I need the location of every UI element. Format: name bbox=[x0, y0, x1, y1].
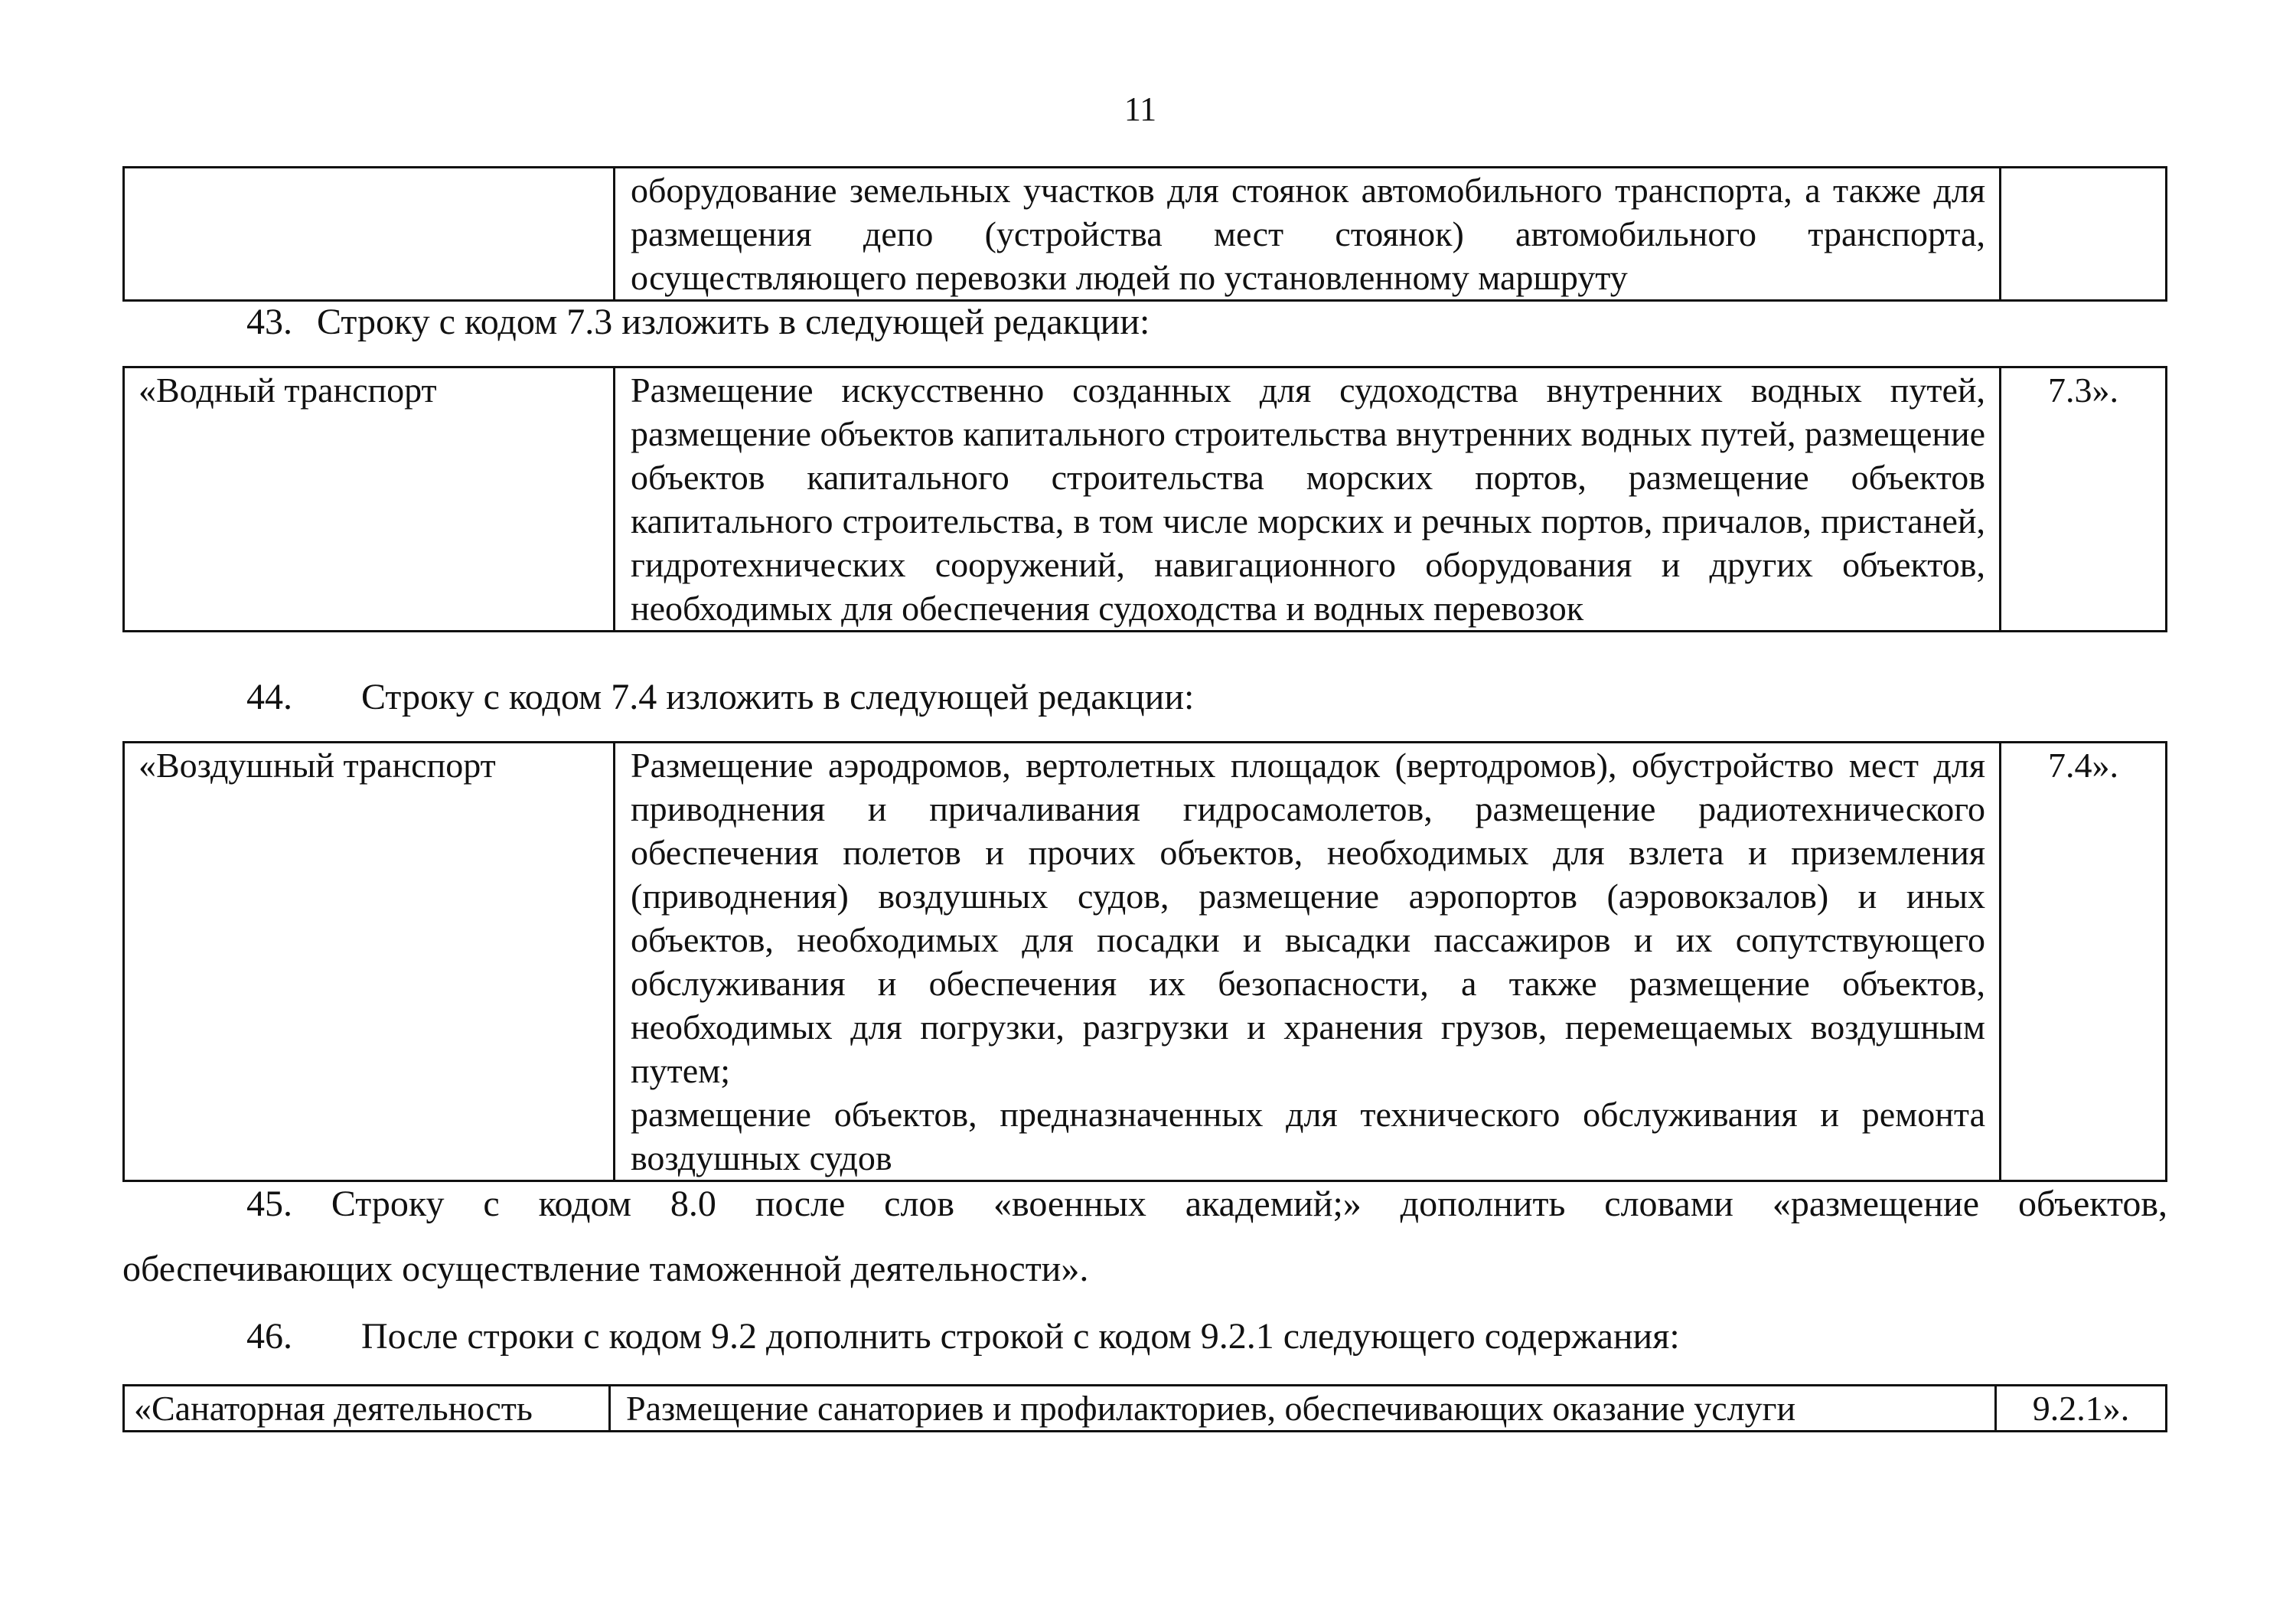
table-cell-description bbox=[615, 743, 2001, 1181]
item-45-line1: 45. Строку с кодом 8.0 после слов «военных академий;» дополнить словами «размещение объектов, bbox=[246, 1184, 2167, 1224]
table-cell-name bbox=[124, 168, 615, 301]
item-43 bbox=[246, 301, 1150, 344]
item-number: 43. bbox=[246, 302, 292, 342]
table-cell-code bbox=[2001, 168, 2167, 301]
table-cell-code: 9.2.1». bbox=[1996, 1386, 2167, 1432]
table-code-7-3 bbox=[122, 366, 2167, 632]
table-code-9-2-1 bbox=[122, 1384, 2167, 1432]
table-row bbox=[124, 168, 2167, 301]
item-45-line2: обеспечивающих осуществление таможенной деятельности». bbox=[122, 1249, 1089, 1289]
item-number: 44. bbox=[246, 677, 292, 717]
table-cell-description: Размещение искусственно созданных для судоходства внутренних водных путей, размещение объектов капитального строительства внутренних водных путей, размещение объектов капитального строительства морских портов, размещение объектов капитального строительства, в том числе морских и речных портов, причалов, пристаней, гидротехнических сооружений, навигационного оборудования и других объектов, необходимых для обеспечения судоходства и водных перевозок bbox=[615, 367, 2001, 632]
page-number: 11 bbox=[1124, 90, 1157, 128]
table-cell-code: 7.3». bbox=[2001, 367, 2167, 632]
description-paragraph: размещение объектов, предназначенных для технического обслуживания и ремонта воздушных судов bbox=[631, 1095, 1985, 1177]
table-code-7-4 bbox=[122, 741, 2167, 1182]
item-text: После строки с кодом 9.2 дополнить строкой с кодом 9.2.1 следующего содержания: bbox=[361, 1316, 1680, 1357]
table-row bbox=[124, 367, 2167, 632]
item-number: 46. bbox=[246, 1316, 292, 1357]
table-cell-code: 7.4». bbox=[2001, 743, 2167, 1181]
description-paragraph: Размещение аэродромов, вертолетных площадок (вертодромов), обустройство мест для приводнения и причаливания гидросамолетов, размещение радиотехнического обеспечения полетов и прочих объектов, необходимых для взлета и приземления (приводнения) воздушных судов, размещение аэропортов (аэровокзалов) и иных объектов, необходимых для посадки и высадки пассажиров и их сопутствующего обслуживания и обеспечения их безопасности, а также размещение объектов, необходимых для погрузки, разгрузки и хранения грузов, перемещаемых воздушным путем; bbox=[631, 746, 1985, 1090]
table-cell-description: оборудование земельных участков для стоянок автомобильного транспорта, а также для размещения депо (устройства мест стоянок) автомобильного транспорта, осуществляющего перевозки людей по установленному маршруту bbox=[615, 168, 2001, 301]
table-cell-name: «Воздушный транспорт bbox=[124, 743, 615, 1181]
table-cell-name: «Санаторная деятельность bbox=[124, 1386, 610, 1432]
table-row bbox=[124, 1386, 2167, 1432]
table-cell-description: Размещение санаториев и профилакториев, обеспечивающих оказание услуги bbox=[610, 1386, 1996, 1432]
item-44 bbox=[246, 676, 1194, 719]
item-46 bbox=[246, 1315, 1680, 1358]
table-cell-name: «Водный транспорт bbox=[124, 367, 615, 632]
table-row bbox=[124, 743, 2167, 1181]
table-continuation bbox=[122, 166, 2167, 302]
item-text: Строку с кодом 7.3 изложить в следующей редакции: bbox=[317, 302, 1150, 342]
item-text: Строку с кодом 7.4 изложить в следующей редакции: bbox=[361, 677, 1195, 717]
